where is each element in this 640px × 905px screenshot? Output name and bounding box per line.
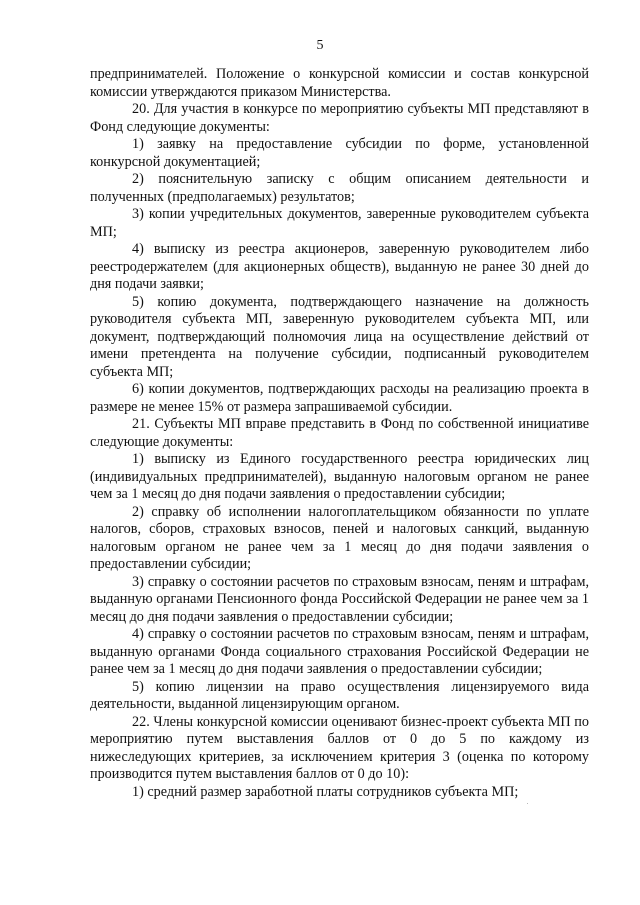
paragraph-22-item-1: 1) средний размер заработной платы сотрудников субъекта МП; xyxy=(132,783,519,800)
scan-speck xyxy=(527,803,528,804)
paragraph-20-item-4: 4) выписку из реестра акционеров, заверенную руководителем либо реестродержателем (для акционерных обществ), выданную не ранее 30 дней до дня подачи заявки; xyxy=(90,241,589,292)
paragraph-21: 21. Субъекты МП вправе представить в Фонд по собственной инициативе следующие документы: xyxy=(90,416,589,450)
paragraph-20-item-5: 5) копию документа, подтверждающего назначение на должность руководителя субъекта МП, заверенную руководителем субъекта МП, или документ, подтверждающий полномочия лица на осуществление действий от имени претендента на получение субсидии, подписанный руководителем субъекта МП; xyxy=(90,293,589,380)
paragraph-21-item-5: 5) копию лицензии на право осуществления лицензируемого вида деятельности, выданной лицензирующим органом. xyxy=(90,678,589,712)
paragraph-20-item-1: 1) заявку на предоставление субсидии по форме, установленной конкурсной документацией; xyxy=(90,136,589,170)
paragraph-20-item-6: 6) копии документов, подтверждающих расходы на реализацию проекта в размере не менее 15% от размера запрашиваемой субсидии. xyxy=(90,381,589,415)
paragraph-21-item-1: 1) выписку из Единого государственного реестра юридических лиц (индивидуальных предпринимателей), выданную налоговым органом не ранее чем за 1 месяц до дня подачи заявления о предоставлении субсидии; xyxy=(90,451,589,502)
paragraph-continuation: предпринимателей. Положение о конкурсной комиссии и состав конкурсной комиссии утверждаются приказом Министерства. xyxy=(90,66,589,100)
paragraph-21-item-2: 2) справку об исполнении налогоплательщиком обязанности по уплате налогов, сборов, страховых взносов, пеней и налоговых санкций, выданную налоговым органом не ранее чем за 1 месяц до дня подачи заявления о предоставлении субсидии; xyxy=(90,503,589,572)
paragraph-21-item-4: 4) справку о состоянии расчетов по страховым взносам, пеням и штрафам, выданную органами Фонда социального страхования Российской Федерации не ранее чем за 1 месяц до дня подачи заявления о предоставлении субсидии; xyxy=(90,626,589,677)
paragraph-20: 20. Для участия в конкурсе по мероприятию субъекты МП представляют в Фонд следующие документы: xyxy=(90,101,589,135)
page-number: 5 xyxy=(316,38,324,53)
paragraph-22: 22. Члены конкурсной комиссии оценивают бизнес-проект субъекта МП по мероприятию путем выставления баллов от 0 до 5 по каждому из нижеследующих критериев, за исключением критерия 3 (оценка по которому производится путем выставления баллов от 0 до 10): xyxy=(90,713,589,782)
paragraph-20-item-2: 2) пояснительную записку с общим описанием деятельности и полученных (предполагаемых) результатов; xyxy=(90,171,589,205)
document-body xyxy=(90,66,589,801)
paragraph-21-item-3: 3) справку о состоянии расчетов по страховым взносам, пеням и штрафам, выданную органами Пенсионного фонда Российской Федерации не ранее чем за 1 месяц до дня подачи заявления о предоставлении субсидии; xyxy=(90,573,589,625)
paragraph-20-item-3: 3) копии учредительных документов, заверенные руководителем субъекта МП; xyxy=(90,206,589,240)
